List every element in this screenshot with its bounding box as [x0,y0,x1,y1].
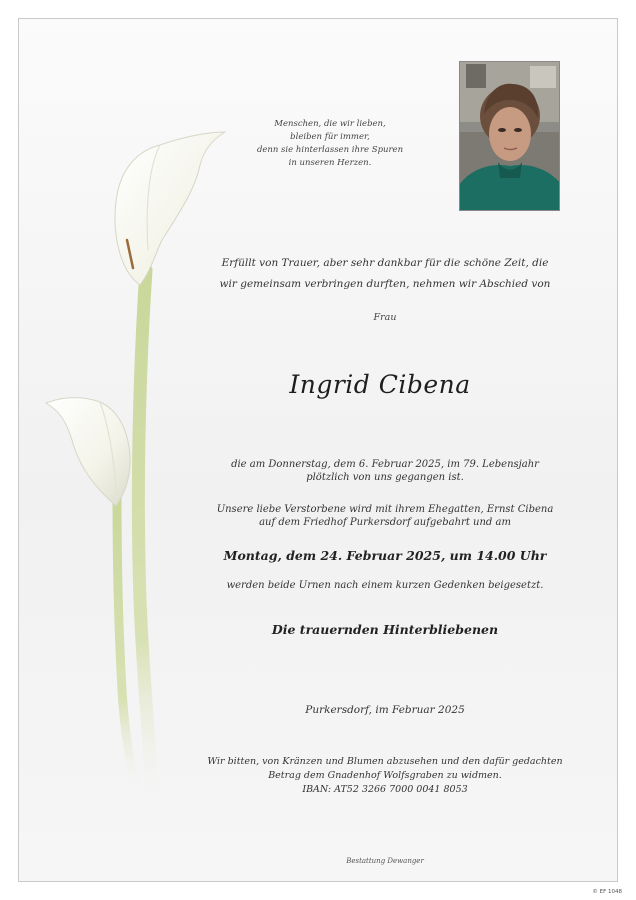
undertaker-name: Bestattung Dewanger [346,857,424,865]
motto-line: Menschen, die wir lieben, [274,119,386,129]
burial-notice-line: Unsere liebe Verstorbene wird mit ihrem Ehegatten, Ernst Cibena [216,504,554,515]
iban-line: IBAN: AT52 3266 7000 0041 8053 [302,784,468,795]
portrait-drawing [460,62,560,211]
donation-request-line: Betrag dem Gnadenhof Wolfsgraben zu widmen. [268,770,502,781]
portrait-photo [459,61,560,211]
burial-notice-line: auf dem Friedhof Purkersdorf aufgebahrt und am [259,517,511,528]
intro-line: wir gemeinsam verbringen durften, nehmen wir Abschied von [219,278,551,290]
donation-request-line: Wir bitten, von Kränzen und Blumen abzusehen und den dafür gedachten [207,756,563,767]
deceased-name: Ingrid Cibena [289,370,471,399]
intro-text [190,253,580,295]
motto-line: denn sie hinterlassen ihre Spuren [256,145,404,155]
ceremony-date: Montag, dem 24. Februar 2025, um 14.00 Uhr [223,548,547,563]
lily-stem-tall [138,270,152,800]
motto-line: bleiben für immer, [290,132,370,142]
lily-flower-short [46,398,130,506]
place-and-date: Purkersdorf, im Februar 2025 [305,704,465,716]
salutation: Frau [373,312,397,323]
donation-request [185,755,585,797]
death-notice-line: die am Donnerstag, dem 6. Februar 2025, im 79. Lebensjahr [231,459,539,470]
motto-verse [230,118,430,170]
death-notice-line: plötzlich von uns gegangen ist. [306,472,464,483]
motto-line: in unseren Herzen. [288,158,372,168]
mourners-signature: Die trauernden Hinterbliebenen [271,622,499,637]
template-code: © EF 1048 [592,889,622,895]
death-notice [185,458,585,484]
ceremony-text: werden beide Urnen nach einem kurzen Gedenken beigesetzt. [226,580,544,591]
intro-line: Erfüllt von Trauer, aber sehr dankbar für die schöne Zeit, die [221,257,549,269]
burial-notice [185,503,585,529]
